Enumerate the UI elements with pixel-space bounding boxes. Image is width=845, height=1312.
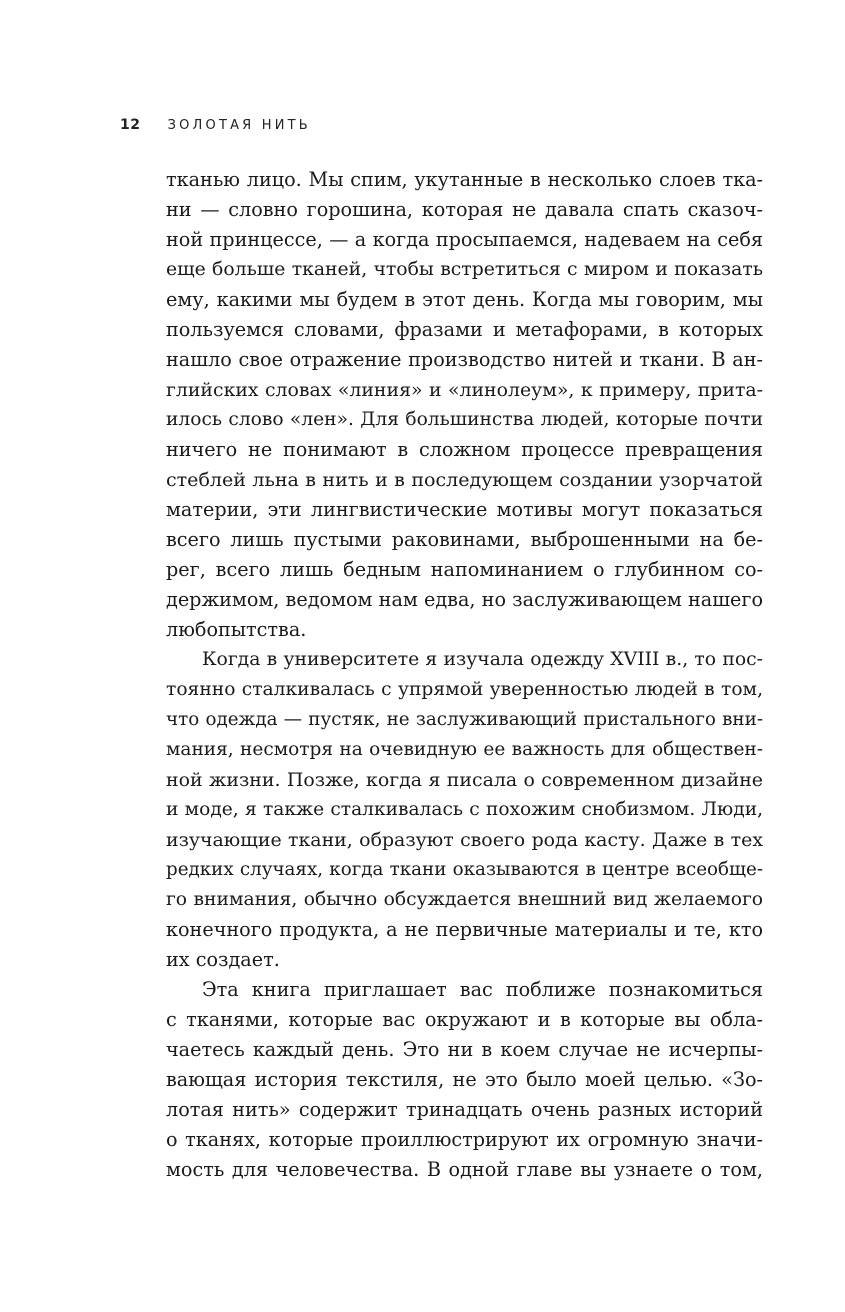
text-line: пользуемся словами, фразами и метафорами, в которых [166,318,763,341]
text-line: о тканях, которые проиллюстрируют их огромную значи- [166,1128,763,1151]
text-line: что одежда — пустяк, не заслуживающий пристального вни- [166,709,763,730]
text-line: стеблей льна в нить и в последующем создании узорчатой [166,469,763,491]
paragraph-1 [166,165,763,645]
text-line: глийских словах «линия» и «линолеум», к примеру, прита- [166,379,763,401]
body-text [166,165,763,1185]
page-number: 12 [120,117,141,133]
text-line: ной жизни. Позже, когда я писала о современном дизайне [166,769,763,791]
text-line: тоянно сталкивалась с упрямой уверенностью людей в том, [166,679,763,700]
text-line: мания, несмотря на очевидную ее важность для обществен- [166,739,763,760]
text-line: мость для человечества. В одной главе вы узнаете о том, [166,1158,763,1181]
text-line: го внимания, обычно обсуждается внешний вид желаемого [166,889,763,910]
text-line: Эта книга приглашает вас поближе познакомиться [202,978,763,1001]
text-line: лотая нить» содержит тринадцать очень разных историй [166,1098,763,1121]
paragraph-3 [166,975,763,1185]
text-line: ни — словно горошина, которая не давала спать сказоч- [166,198,763,221]
text-line: любопытства. [166,618,307,641]
text-line: и моде, я также сталкивалась с похожим снобизмом. Люди, [166,799,763,820]
running-header [120,114,311,134]
paragraph-2 [166,645,763,975]
text-line: с тканями, которые вас окружают и в которые вы обла- [166,1008,763,1031]
text-line: чаетесь каждый день. Это ни в коем случае не исчерпы- [166,1038,763,1061]
text-line: материи, эти лингвистические мотивы могут показаться [166,498,763,521]
text-line: их создает. [166,948,280,971]
text-line: изучающие ткани, образуют своего рода касту. Даже в тех [166,829,763,851]
text-line: еще больше тканей, чтобы встретиться с миром и показать [166,259,763,280]
text-line: нашло свое отражение производство нитей и ткани. В ан- [166,348,763,371]
text-line: конечного продукта, а не первичные материалы и те, кто [166,918,763,941]
text-line: ему, какими мы будем в этот день. Когда мы говорим, мы [166,288,763,311]
book-title: ЗОЛОТАЯ НИТЬ [167,118,311,133]
text-line: всего лишь пустыми раковинами, выброшенными на бе- [166,528,763,551]
text-line: тканью лицо. Мы спим, укутанные в несколько слоев тка- [166,168,763,191]
text-line: ничего не понимают в сложном процессе превращения [166,438,763,461]
text-line: держимом, ведомом нам едва, но заслуживающем нашего [166,588,763,611]
text-line: Когда в университете я изучала одежду XVIII в., то пос- [202,649,763,670]
text-line: рег, всего лишь бедным напоминанием о глубинном со- [166,558,763,581]
text-line: редких случаях, когда ткани оказываются в центре всеобще- [166,859,763,880]
text-line: илось слово «лен». Для большинства людей, которые почти [166,409,763,430]
text-line: вающая история текстиля, не это было моей целью. «Зо- [166,1068,763,1091]
text-line: ной принцессе, — а когда просыпаемся, надеваем на себя [166,228,763,251]
